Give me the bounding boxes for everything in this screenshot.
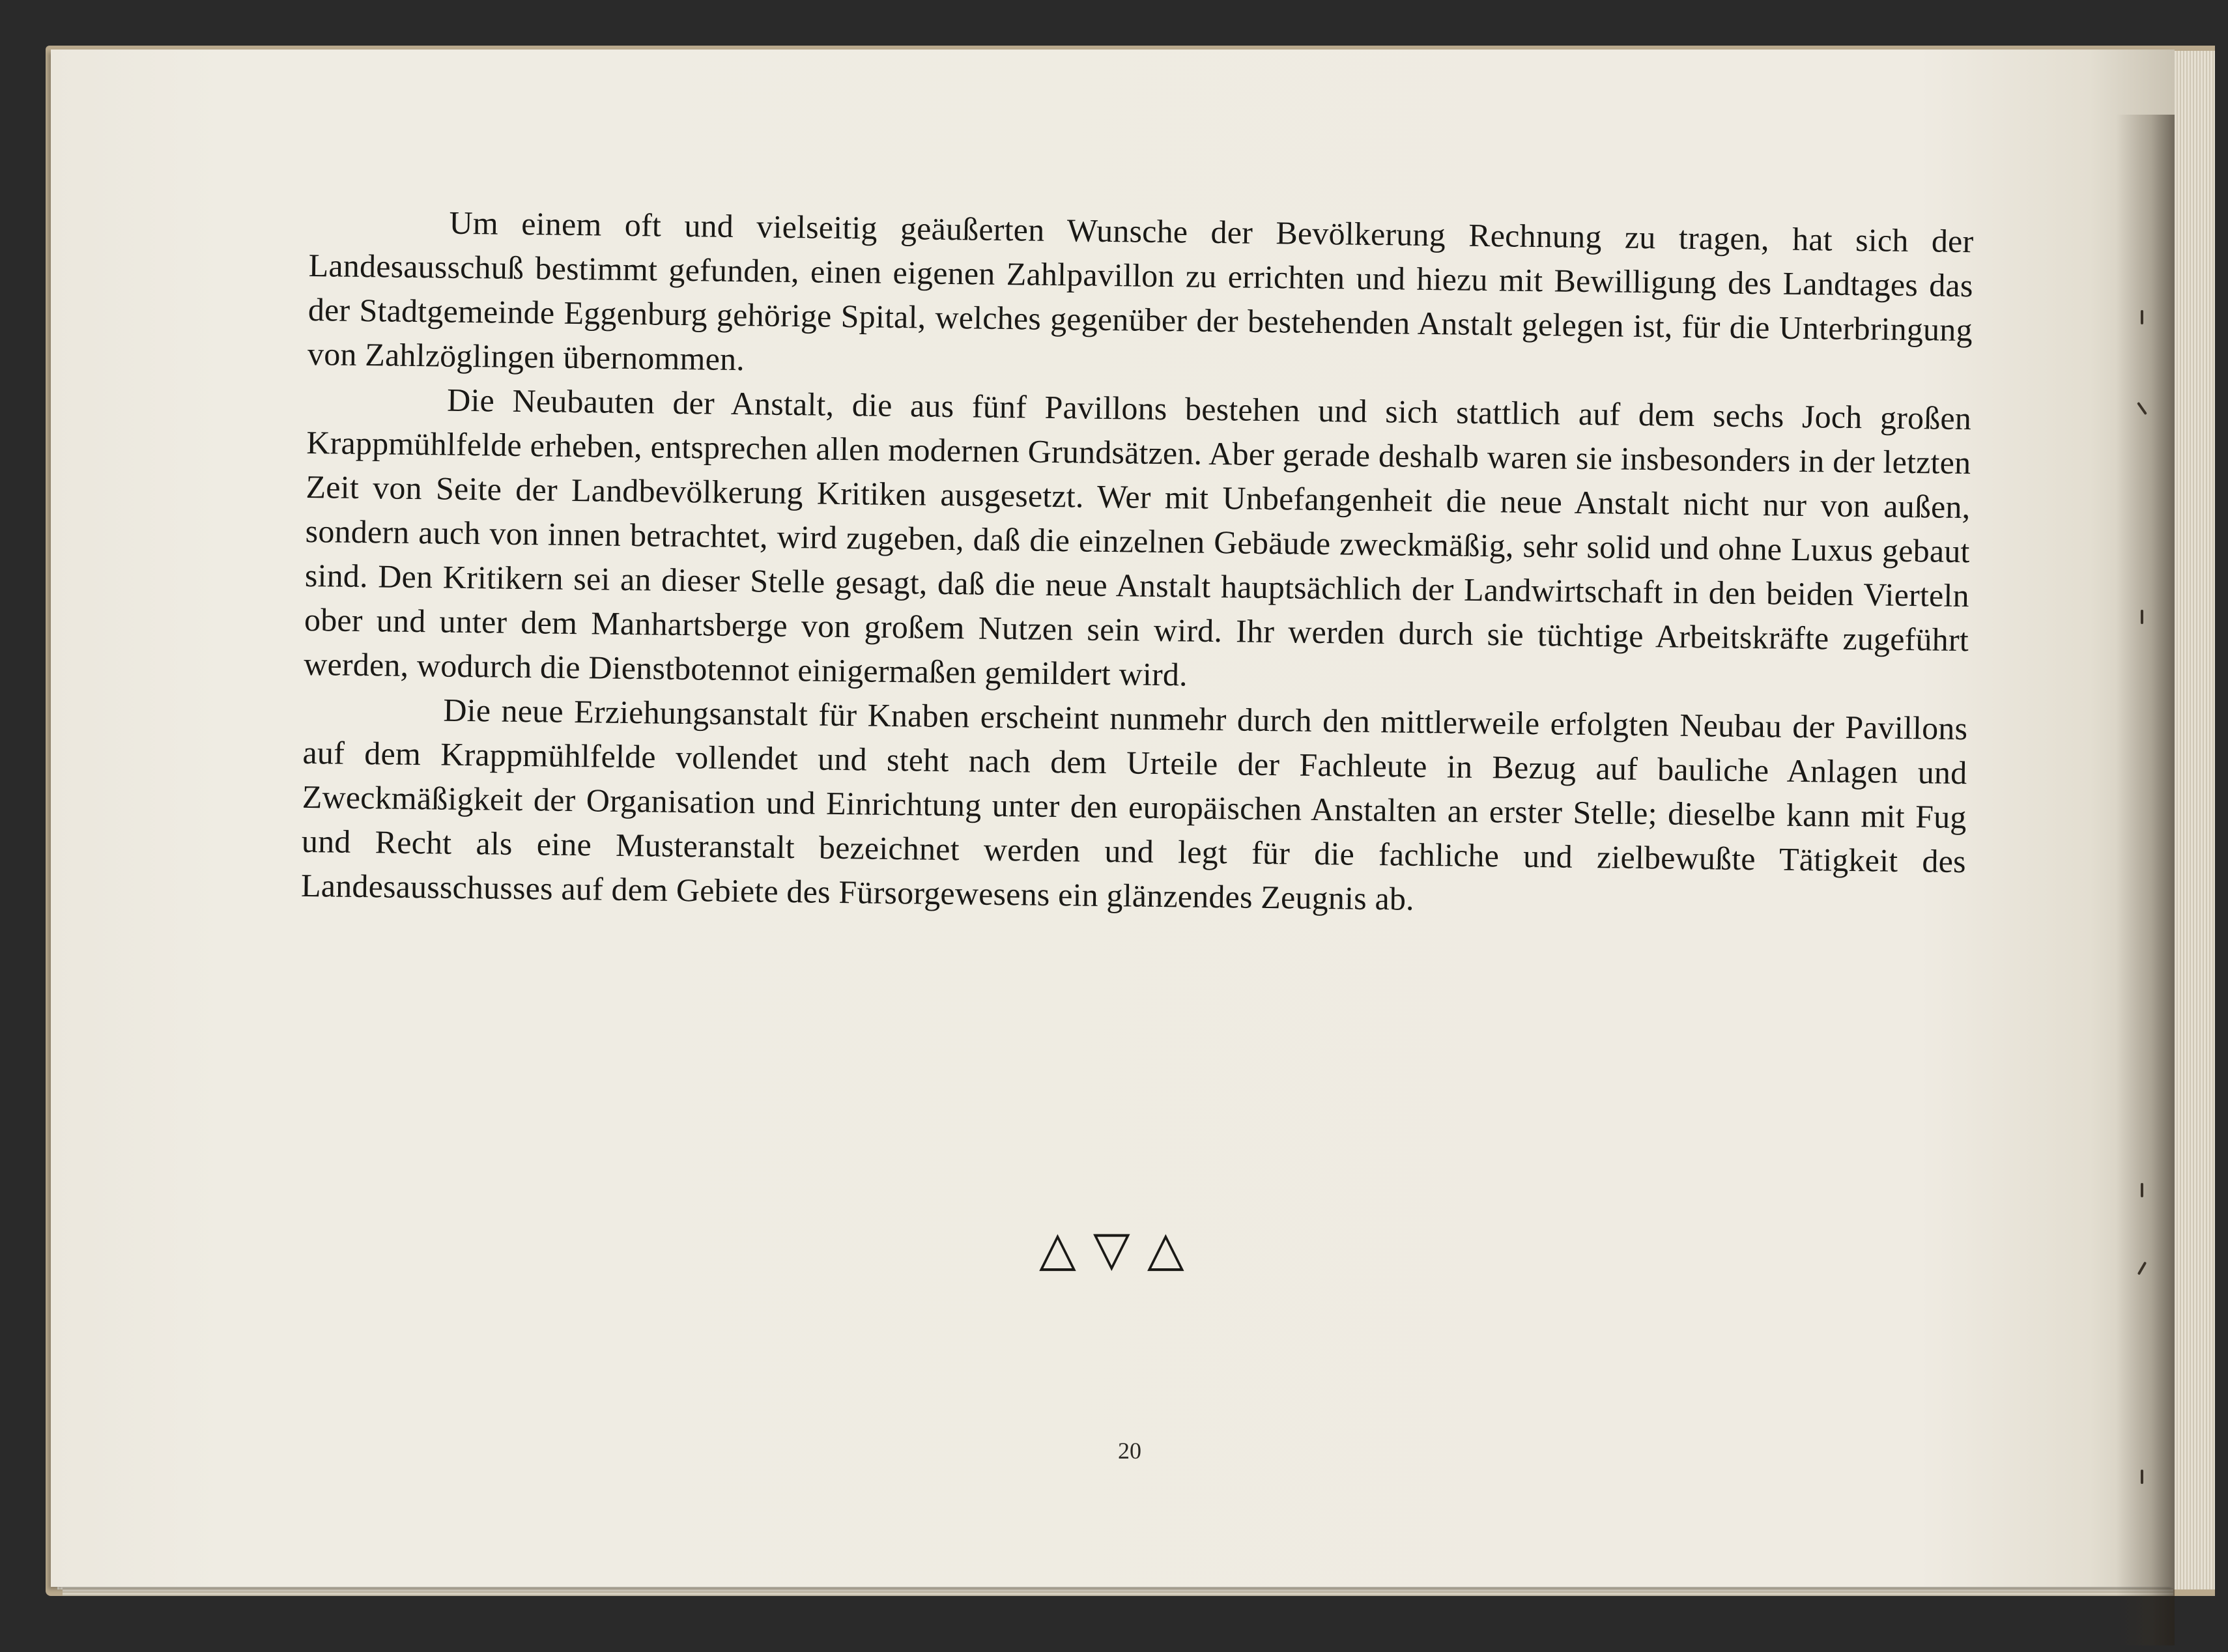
binding-stitch <box>2137 402 2147 415</box>
paragraph-erziehungsanstalt: Die neue Erziehungsanstalt für Knaben erscheint nunmehr durch den mittlerweile erfolgten Neubau der Pavillons auf dem Krappmühlfelde vollendet und steht nach dem Urteile der Fachleute in Bezug auf bauliche Anlagen und Zweckmäßigkeit der Organisation und Einrichtung unter den europäischen Anstalten an erster Stelle; dieselbe kann mit Fug und Recht als eine Musteranstalt bezeichnet werden und legt für die fachliche und zielbewußte Tätigkeit des Landesausschusses auf dem Gebiete des Fürsorgewesens ein glänzendes Zeugnis ab. <box>300 691 1968 917</box>
binding-stitch <box>2141 610 2143 624</box>
triangle-ornament <box>1039 1221 1184 1277</box>
binding-stitch <box>2141 1470 2143 1484</box>
binding-stitch <box>2141 310 2143 324</box>
triangle-up-icon: △ <box>1039 1221 1076 1277</box>
triangle-up-icon: △ <box>1147 1221 1184 1277</box>
book-gutter-shadow <box>2116 115 2175 1645</box>
paragraph-zahlpavillon: Um einem oft und vielseitig geäußerten Wunsche der Bevölkerung Rechnung zu tragen, hat sich der Landesausschuß bestimmt gefunden, einen eigenen Zahlpavillon zu errichten und hiezu mit Bewilligung des Landtages das der Stadtgemeinde Eggenburg gehörige Spital, welches gegenüber der bestehenden Anstalt gelegen ist, für die Unterbringung von Zahlzöglingen übernommen. <box>307 204 1974 378</box>
binding-stitch <box>2141 1183 2143 1197</box>
paragraph-neubauten: Die Neubauten der Anstalt, die aus fünf Pavillons bestehen und sich stattlich auf dem sechs Joch großen Krappmühlfelde erheben, entsprechen allen modernen Grundsätzen. Aber gerade deshalb waren sie insbesonders in der letzten Zeit von Seite der Landbevölkerung Kritiken ausgesetzt. Wer mit Unbefangenheit die neue Anstalt nicht nur von außen, sondern auch von innen betrachtet, wird zugeben, daß die einzelnen Gebäude zweckmäßig, sehr solid und ohne Luxus gebaut sind. Den Kritikern sei an dieser Stelle gesagt, daß die neue Anstalt hauptsächlich der Landwirtschaft in den beiden Vierteln ober und unter dem Manhartsberge von großem Nutzen sein wird. Ihr werden durch sie tüchtige Arbeitskräfte zugeführt werden, wodurch die Dienstbotennot einigermaßen gemildert wird. <box>303 381 1972 693</box>
page-number: 20 <box>1118 1438 1141 1464</box>
binding-stitch <box>2137 1261 2147 1275</box>
triangle-down-icon: ▽ <box>1093 1221 1130 1277</box>
body-text <box>301 199 1974 928</box>
